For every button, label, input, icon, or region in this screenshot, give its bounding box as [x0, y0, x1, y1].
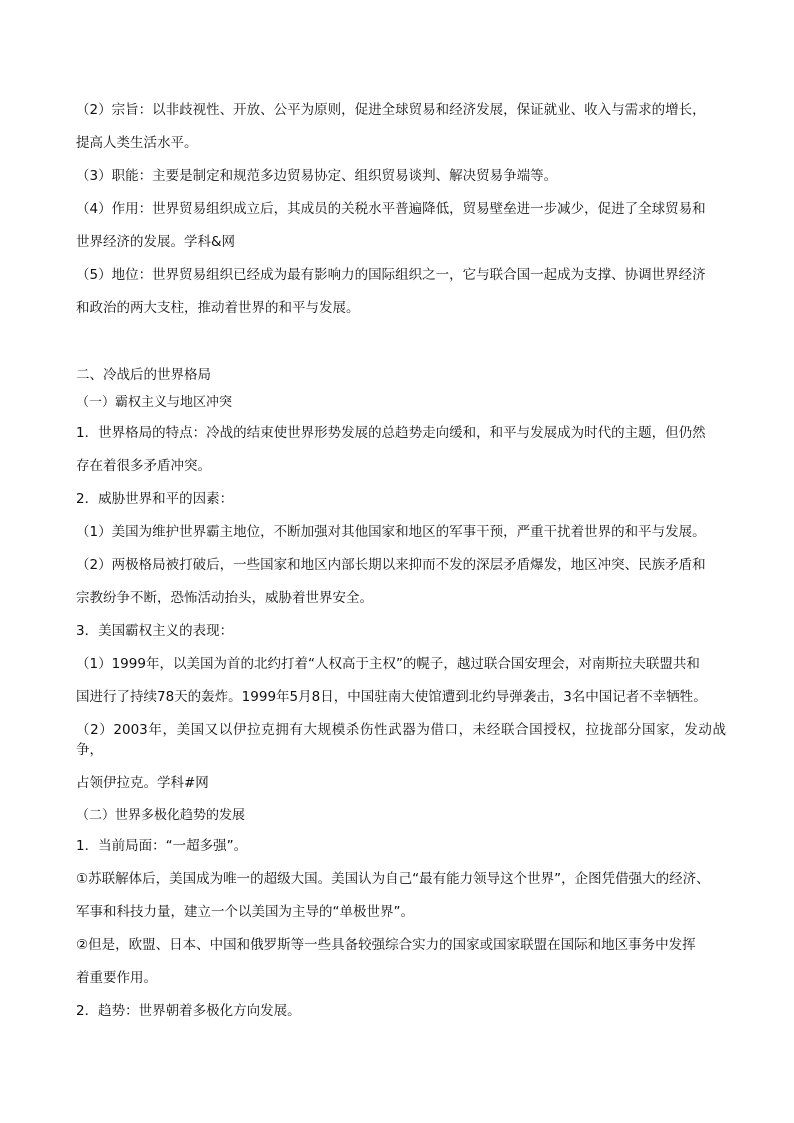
paragraph: [76, 423, 726, 476]
text-line: （2）两极格局被打破后，一些国家和地区内部长期以来抑而不发的深层矛盾爆发，地区冲突、民族矛盾和: [76, 557, 706, 573]
paragraph: [76, 199, 726, 252]
paragraph: [76, 935, 726, 988]
paragraph: [76, 265, 726, 318]
text-line: 提高人类生活水平。: [76, 135, 198, 151]
paragraph: [76, 489, 726, 509]
subsection-title: （一）霸权主义与地区冲突: [76, 395, 233, 410]
text-line: 世界经济的发展。学科&网: [76, 234, 236, 250]
paragraph: [76, 654, 726, 707]
paragraph: [76, 1001, 726, 1021]
text-line: 宗教纷争不断，恐怖活动抬头，威胁着世界安全。: [76, 590, 373, 606]
text-line: （1）1999年，以美国为首的北约打着“人权高于主权”的幌子，越过联合国安理会，对南斯拉夫联盟共和: [76, 656, 700, 672]
text-line: 1．世界格局的特点：冷战的结束使世界形势发展的总趋势走向缓和，和平与发展成为时代的主题，但仍然: [76, 425, 706, 441]
multipolarity-section: [76, 836, 726, 1021]
text-line: （1）美国为维护世界霸主地位，不断加强对其他国家和地区的军事干预，严重干扰着世界的和平与发展。: [76, 524, 706, 540]
text-line: 占领伊拉克。学科#网: [76, 775, 209, 791]
paragraph: [76, 100, 726, 153]
wto-section: [76, 100, 726, 318]
paragraph: [76, 522, 726, 542]
text-line: 存在着很多矛盾冲突。: [76, 458, 211, 474]
text-line: ②但是，欧盟、日本、中国和俄罗斯等一些具备较强综合实力的国家或国家联盟在国际和地区事务中发挥: [76, 937, 696, 953]
text-line: ①苏联解体后，美国成为唯一的超级大国。美国认为自己“最有能力领导这个世界”，企图凭借强大的经济、: [76, 871, 710, 887]
text-line: 3．美国霸权主义的表现：: [76, 623, 234, 639]
subsection-title: （二）世界多极化趋势的发展: [76, 808, 246, 823]
hegemony-section: [76, 423, 726, 793]
text-line: 军事和科技力量，建立一个以美国为主导的“单极世界”。: [76, 904, 414, 920]
paragraph: [76, 720, 726, 793]
text-line: （2）2003年，美国又以伊拉克拥有大规模杀伤性武器为借口，未经联合国授权，拉拢部分国家，发动战争，: [76, 722, 726, 758]
text-line: 1．当前局面：“一超多强”。: [76, 838, 248, 854]
text-line: （4）作用：世界贸易组织成立后，其成员的关税水平普遍降低，贸易壁垒进一步减少，促进了全球贸易和: [76, 201, 706, 217]
text-line: 2．趋势：世界朝着多极化方向发展。: [76, 1003, 301, 1019]
text-line: 国进行了持续78天的轰炸。1999年5月8日，中国驻南大使馆遭到北约导弹袭击，3名中国记者不幸牺牲。: [76, 689, 707, 705]
document-body: [76, 100, 726, 1034]
text-line: （3）职能：主要是制定和规范多边贸易协定、组织贸易谈判、解决贸易争端等。: [76, 168, 558, 184]
paragraph: [76, 869, 726, 922]
text-line: 和政治的两大支柱，推动着世界的和平与发展。: [76, 300, 360, 316]
paragraph: [76, 555, 726, 608]
text-line: 着重要作用。: [76, 970, 157, 986]
text-line: （2）宗旨：以非歧视性、开放、公平为原则，促进全球贸易和经济发展，保证就业、收入与需求的增长，: [76, 102, 706, 118]
paragraph: [76, 621, 726, 641]
section-title: 二、冷战后的世界格局: [76, 367, 211, 383]
paragraph: [76, 166, 726, 186]
text-line: （5）地位：世界贸易组织已经成为最有影响力的国际组织之一，它与联合国一起成为支撑、协调世界经济: [76, 267, 706, 283]
text-line: 2．威胁世界和平的因素：: [76, 491, 234, 507]
paragraph: [76, 836, 726, 856]
